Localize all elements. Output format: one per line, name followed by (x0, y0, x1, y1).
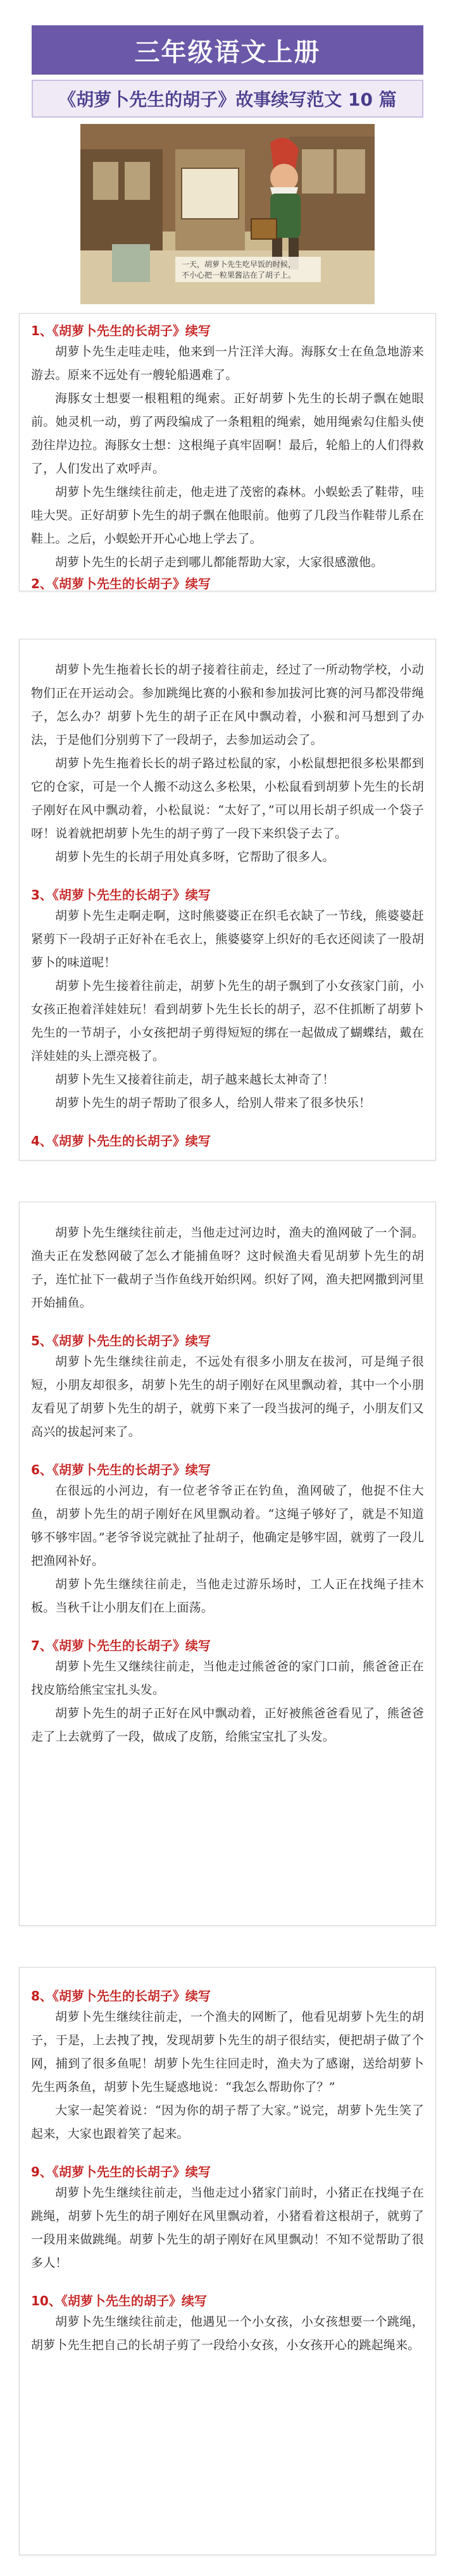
story-paragraph: 海豚女士想要一根粗粗的绳索。正好胡萝卜先生的长胡子飘在她眼前。她灵机一动，剪了两段编成了一条粗粗的绳索，她用绳索勾住船头使劲往岸边拉。海豚女士想：这根绳子真牢固啊！最后，轮船上的人们得救了，人们发出了欢呼声。 (31, 391, 424, 476)
card-content (31, 1221, 424, 1749)
story-paragraph: 胡萝卜先生继续往前走，一个渔夫的网断了，他看见胡萝卜先生的胡子，于是，上去拽了拽，发现胡萝卜先生的胡子很结实，便把胡子做了个网，捕到了很多鱼呢！胡萝卜先生往回走时，渔夫为了感谢，送给胡萝卜先生两条鱼，胡萝卜先生疑惑地说：“我怎么帮助你了？” (31, 2010, 424, 2094)
page-subtitle: 《胡萝卜先生的胡子》故事续写范文 10 篇 (58, 89, 397, 110)
story-heading: 10、《胡萝卜先生的胡子》续写 (31, 2293, 207, 2308)
spacer (31, 2275, 424, 2291)
story-paragraph: 胡萝卜先生的胡子帮助了很多人，给别人带来了很多快乐！ (55, 1096, 371, 1110)
title-banner (32, 25, 423, 75)
story-paragraph: 胡萝卜先生继续往前走，当他走过游乐场时，工人正在找绳子挂木板。当秋千让小朋友们在上面荡。 (31, 1577, 424, 1615)
story-heading: 6、《胡萝卜先生的长胡子》续写 (31, 1462, 211, 1477)
story-paragraph: 胡萝卜先生继续往前走，当他走过小猪家门前时，小猪正在找绳子在跳绳，胡萝卜先生的胡子刚好在风里飘动着，小猪看着这根胡子，就剪了一段用来做跳绳。胡萝卜先生的胡子刚好在风里飘动！不知不觉帮助了很多人！ (31, 2186, 424, 2270)
story-paragraph: 胡萝卜先生继续往前走，当他走过河边时，渔夫的渔网破了一个洞。渔夫正在发愁网破了怎么才能捕鱼呀？这时候渔夫看见胡萝卜先生的胡子，连忙扯下一截胡子当作鱼线开始织网。织好了网，渔夫把网撒到河里开始捕鱼。 (31, 1226, 424, 1310)
story-paragraph: 大家一起笑着说：“因为你的胡子帮了大家。”说完，胡萝卜先生笑了起来，大家也跟着笑了起来。 (31, 2104, 424, 2141)
spacer (31, 1115, 424, 1131)
story-heading: 8、《胡萝卜先生的长胡子》续写 (31, 1988, 211, 2004)
story-paragraph: 胡萝卜先生的长胡子走到哪儿都能帮助大家，大家很感激他。 (55, 555, 383, 569)
story-paragraph: 胡萝卜先生又继续往前走，当他走过熊爸爸的家门口前，熊爸爸正在找皮筋给熊宝宝扎头发。 (31, 1660, 424, 1697)
story-paragraph: 胡萝卜先生继续往前走，他走进了茂密的森林。小蜈蚣丢了鞋带，哇哇大哭。正好胡萝卜先生的胡子飘在他眼前。他剪了几段当作鞋带儿系在鞋上。之后，小蜈蚣开开心心地上学去了。 (31, 485, 424, 546)
story-paragraph: 胡萝卜先生又接着往前走，胡子越来越长太神奇了！ (55, 1073, 335, 1087)
story-paragraph: 胡萝卜先生走啊走啊，这时熊婆婆正在织毛衣缺了一节线，熊婆婆赶紧剪下一段胡子正好补在毛衣上，熊婆婆穿上织好的毛衣还阅读了一股胡萝卜的味道呢！ (31, 909, 424, 970)
caption-line-1: 一天，胡萝卜先生吃早饭的时候， (182, 260, 296, 269)
spacer (31, 1444, 424, 1460)
subtitle-banner (32, 80, 423, 118)
story-heading: 1、《胡萝卜先生的长胡子》续写 (31, 323, 211, 338)
spacer (31, 1620, 424, 1636)
story-card-1 (19, 313, 436, 591)
story-card-2 (19, 639, 436, 1161)
card-content (31, 658, 424, 1150)
story-illustration (80, 124, 375, 304)
story-paragraph: 胡萝卜先生拖着长长的胡子接着往前走，经过了一所动物学校，小动物们正在开运动会。参加跳绳比赛的小猴和参加拔河比赛的河马都没带绳子，怎么办？胡萝卜先生的胡子正在风中飘动着，小猴和河马想到了办法，于是他们分别剪下了一段胡子，去参加运动会了。 (31, 663, 424, 747)
spacer (31, 869, 424, 885)
story-paragraph: 胡萝卜先生继续往前走，不远处有很多小朋友在拔河，可是绳子很短，小朋友却很多，胡萝卜先生的胡子刚好在风里飘动着，其中一个小朋友看见了胡萝卜先生的胡子，就剪下来了一段当拔河的绳子，小朋友们又高兴的拔起河来了。 (31, 1355, 424, 1439)
story-paragraph: 胡萝卜先生接着往前走，胡萝卜先生的胡子飘到了小女孩家门前，小女孩正抱着洋娃娃玩！看到胡萝卜先生长长的胡子，忍不住抓断了胡萝卜先生的一节胡子，小女孩把胡子剪得短短的绑在一起做成了蝴蝶结，戴在洋娃娃的头上漂亮极了。 (31, 979, 424, 1063)
story-paragraph: 胡萝卜先生拖着长长的胡子路过松鼠的家，小松鼠想把很多松果都到它的仓家，可是一个人搬不动这么多松果，小松鼠看到胡萝卜先生的长胡子刚好在风中飘动着，小松鼠说：“太好了，”可以用长胡子织成一个袋子呀！说着就把胡萝卜先生的胡子剪了一段下来织袋子去了。 (31, 756, 424, 841)
story-paragraph: 胡萝卜先生的胡子正好在风中飘动着，正好被熊爸爸看见了，熊爸爸走了上去就剪了一段，做成了皮筋，给熊宝宝扎了头发。 (31, 1706, 424, 1744)
card-content (31, 321, 424, 593)
story-heading: 5、《胡萝卜先生的长胡子》续写 (31, 1333, 211, 1348)
story-paragraph: 胡萝卜先生的长胡子用处真多呀，它帮助了很多人。 (55, 850, 335, 864)
story-heading: 9、《胡萝卜先生的长胡子》续写 (31, 2164, 211, 2179)
page-title: 三年级语文上册 (134, 37, 321, 67)
card-content (31, 1987, 424, 2357)
spacer (31, 2146, 424, 2162)
caption-line-2: 不小心把一粒果酱沾在了胡子上。 (182, 271, 296, 280)
story-paragraph: 胡萝卜先生继续往前走，他遇见一个小女孩，小女孩想要一个跳绳，胡萝卜先生把自己的长胡子剪了一段给小女孩，小女孩开心的跳起绳来。 (31, 2315, 424, 2352)
story-heading: 4、《胡萝卜先生的长胡子》续写 (31, 1133, 211, 1149)
story-heading: 7、《胡萝卜先生的长胡子》续写 (31, 1638, 211, 1653)
spacer (31, 1315, 424, 1331)
story-paragraph: 胡萝卜先生走哇走哇，他来到一片汪洋大海。海豚女士在鱼急地游来游去。原来不远处有一艘轮船遇难了。 (31, 345, 424, 382)
story-card-4 (19, 1967, 436, 2555)
story-heading: 3、《胡萝卜先生的长胡子》续写 (31, 887, 211, 903)
story-heading: 2、《胡萝卜先生的长胡子》续写 (31, 576, 211, 591)
story-paragraph: 在很远的小河边，有一位老爷爷正在钓鱼，渔网破了，他捉不住大鱼，胡萝卜先生的胡子刚好在风里飘动着。“这绳子够好了，就是不知道够不够牢固。”老爷爷说完就扯了扯胡子，他确定是够牢固，就剪了一段儿把渔网补好。 (31, 1484, 424, 1568)
story-card-3 (19, 1202, 436, 1926)
